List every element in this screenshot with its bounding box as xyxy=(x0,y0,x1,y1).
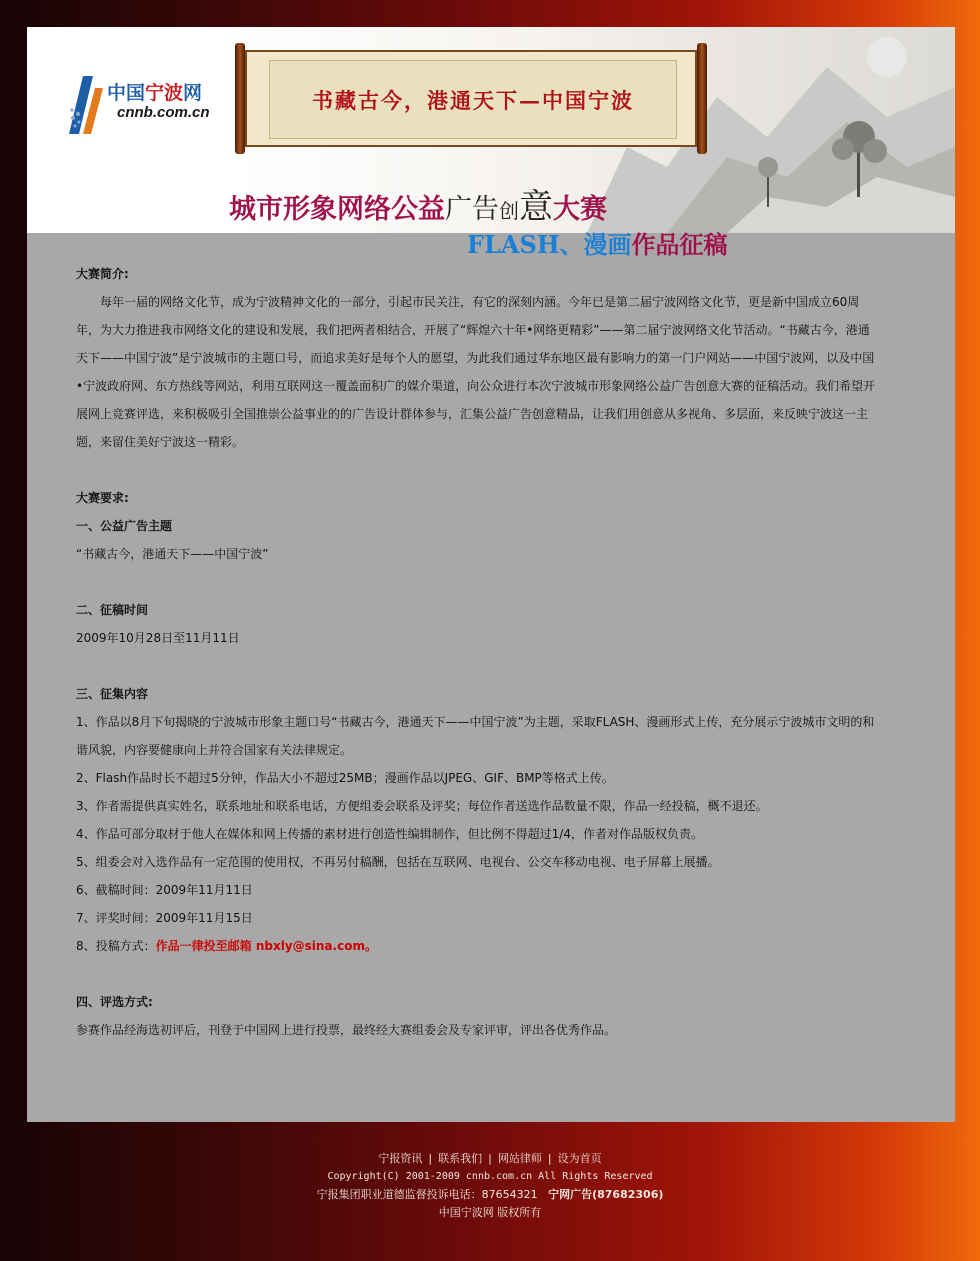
spacer xyxy=(76,456,876,484)
subtitle-part-b: 作品征稿 xyxy=(631,230,728,259)
footer-separator: | xyxy=(547,1152,552,1165)
section3-item xyxy=(76,932,876,960)
footer-link-news[interactable]: 宁报资讯 xyxy=(378,1152,423,1165)
footer-link-contact[interactable]: 联系我们 xyxy=(438,1152,483,1165)
submission-email[interactable]: 作品一律投至邮箱 nbxly@sina.com。 xyxy=(155,939,377,953)
slogan-scroll xyxy=(235,43,707,154)
logo-text-part1: 中国 xyxy=(107,82,146,104)
section3-item: 6、截稿时间：2009年11月11日 xyxy=(76,883,253,897)
scroll-rod-left xyxy=(235,43,245,154)
section3-item: 7、评奖时间：2009年11月15日 xyxy=(76,911,253,925)
section1-text: “书藏古今，港通天下——中国宁波” xyxy=(76,547,269,561)
section3-item: 3、作者需提供真实姓名，联系地址和联系电话，方便组委会联系及评奖；每位作者送选作品数量不限，作品一经投稿，概不退还。 xyxy=(76,799,768,813)
contest-title xyxy=(229,179,607,228)
section2-text: 2009年10月28日至11月11日 xyxy=(76,631,240,645)
footer xyxy=(0,1150,980,1222)
main-content xyxy=(76,260,876,1044)
section2-heading: 二、征稿时间 xyxy=(76,603,149,617)
footer-ad-link[interactable]: 宁网广告(87682306) xyxy=(548,1188,664,1201)
footer-complaint: 宁报集团职业道德监督投诉电话：87654321 xyxy=(316,1188,538,1201)
footer-copyright: Copyright(C) 2001-2009 cnnb.com.cn All Rights Reserved xyxy=(327,1171,653,1182)
section3-heading: 三、征集内容 xyxy=(76,687,149,701)
cnnb-logo[interactable] xyxy=(69,74,219,134)
spacer xyxy=(76,960,876,988)
title-part-d: 意 xyxy=(519,187,553,227)
section3-item: 4、作品可部分取材于他人在媒体和网上传播的素材进行创造性编辑制作，但比例不得超过1/4，作者对作品版权负责。 xyxy=(76,827,703,841)
footer-links xyxy=(0,1150,980,1168)
footer-link-lawyer[interactable]: 网站律师 xyxy=(497,1152,542,1165)
footer-separator: | xyxy=(428,1152,433,1165)
logo-text-part3: 网 xyxy=(183,82,203,104)
section3-item: 5、组委会对入选作品有一定范围的使用权，不再另付稿酬，包括在互联网、电视台、公交车移动电视、电子屏幕上展播。 xyxy=(76,855,720,869)
title-part-b: 广告 xyxy=(445,194,499,225)
title-part-a: 城市形象网络公益 xyxy=(229,194,445,225)
logo-chinese-text xyxy=(107,78,202,105)
scroll-inner xyxy=(269,60,677,139)
submission-label: 8、投稿方式： xyxy=(76,939,156,953)
section3-item: 1、作品以8月下旬揭晓的宁波城市形象主题口号“书藏古今，港通天下——中国宁波”为主题，采取FLASH、漫画形式上传，充分展示宁波城市文明的和谐风貌，内容要健康向上并符合国家有关法律规定。 xyxy=(76,715,875,757)
section1-heading: 一、公益广告主题 xyxy=(76,519,173,533)
spacer xyxy=(76,652,876,680)
section4-heading: 四、评选方式: xyxy=(76,995,153,1009)
footer-contact-line xyxy=(0,1186,980,1204)
intro-heading: 大赛简介: xyxy=(76,267,129,281)
section4-text: 参赛作品经海选初评后，刊登于中国网上进行投票，最终经大赛组委会及专家评审，评出各优秀作品。 xyxy=(76,1023,617,1037)
contest-subtitle xyxy=(467,225,728,260)
title-part-e: 大赛 xyxy=(553,194,607,225)
intro-text: 每年一届的网络文化节，成为宁波精神文化的一部分，引起市民关注，有它的深刻内涵。今年已是第二届宁波网络文化节，更是新中国成立60周年，为大力推进我市网络文化的建设和发展，我们把两者相结合，开展了“辉煌六十年•网络更精彩”——第二届宁波网络文化节活动。“书藏古今，港通天下——中国宁波”是宁波城市的主题口号，而追求美好是每个人的愿望，为此我们通过华东地区最有影响力的第一门户网站——中国宁波网，以及中国•宁波政府网、东方热线等网站，利用互联网这一覆盖面积广的媒介渠道，向公众进行本次宁波城市形象网络公益广告创意大赛的征稿活动。我们希望开展网上竞赛评选，来积极吸引全国推崇公益事业的的广告设计群体参与，汇集公益广告创意精品，让我们用创意从多视角、多层面，来反映宁波这一主题，来留住美好宁波这一精彩。 xyxy=(76,295,876,449)
spacer xyxy=(76,568,876,596)
slogan-text: 书藏古今，港通天下—中国宁波 xyxy=(312,88,634,113)
footer-separator: | xyxy=(488,1152,492,1165)
footer-owner: 中国宁波网 版权所有 xyxy=(438,1206,542,1219)
scroll-paper xyxy=(245,50,697,147)
title-part-c: 创 xyxy=(499,199,519,223)
requirements-heading: 大赛要求: xyxy=(76,491,129,505)
subtitle-part-a: FLASH、漫画 xyxy=(467,230,632,259)
logo-domain-text: cnnb.com.cn xyxy=(117,104,210,121)
logo-text-part2: 宁波 xyxy=(145,82,184,104)
footer-link-homepage[interactable]: 设为首页 xyxy=(557,1152,602,1165)
section3-item: 2、Flash作品时长不超过5分钟，作品大小不超过25MB；漫画作品以JPEG、GIF、BMP等格式上传。 xyxy=(76,771,614,785)
scroll-rod-right xyxy=(697,43,707,154)
